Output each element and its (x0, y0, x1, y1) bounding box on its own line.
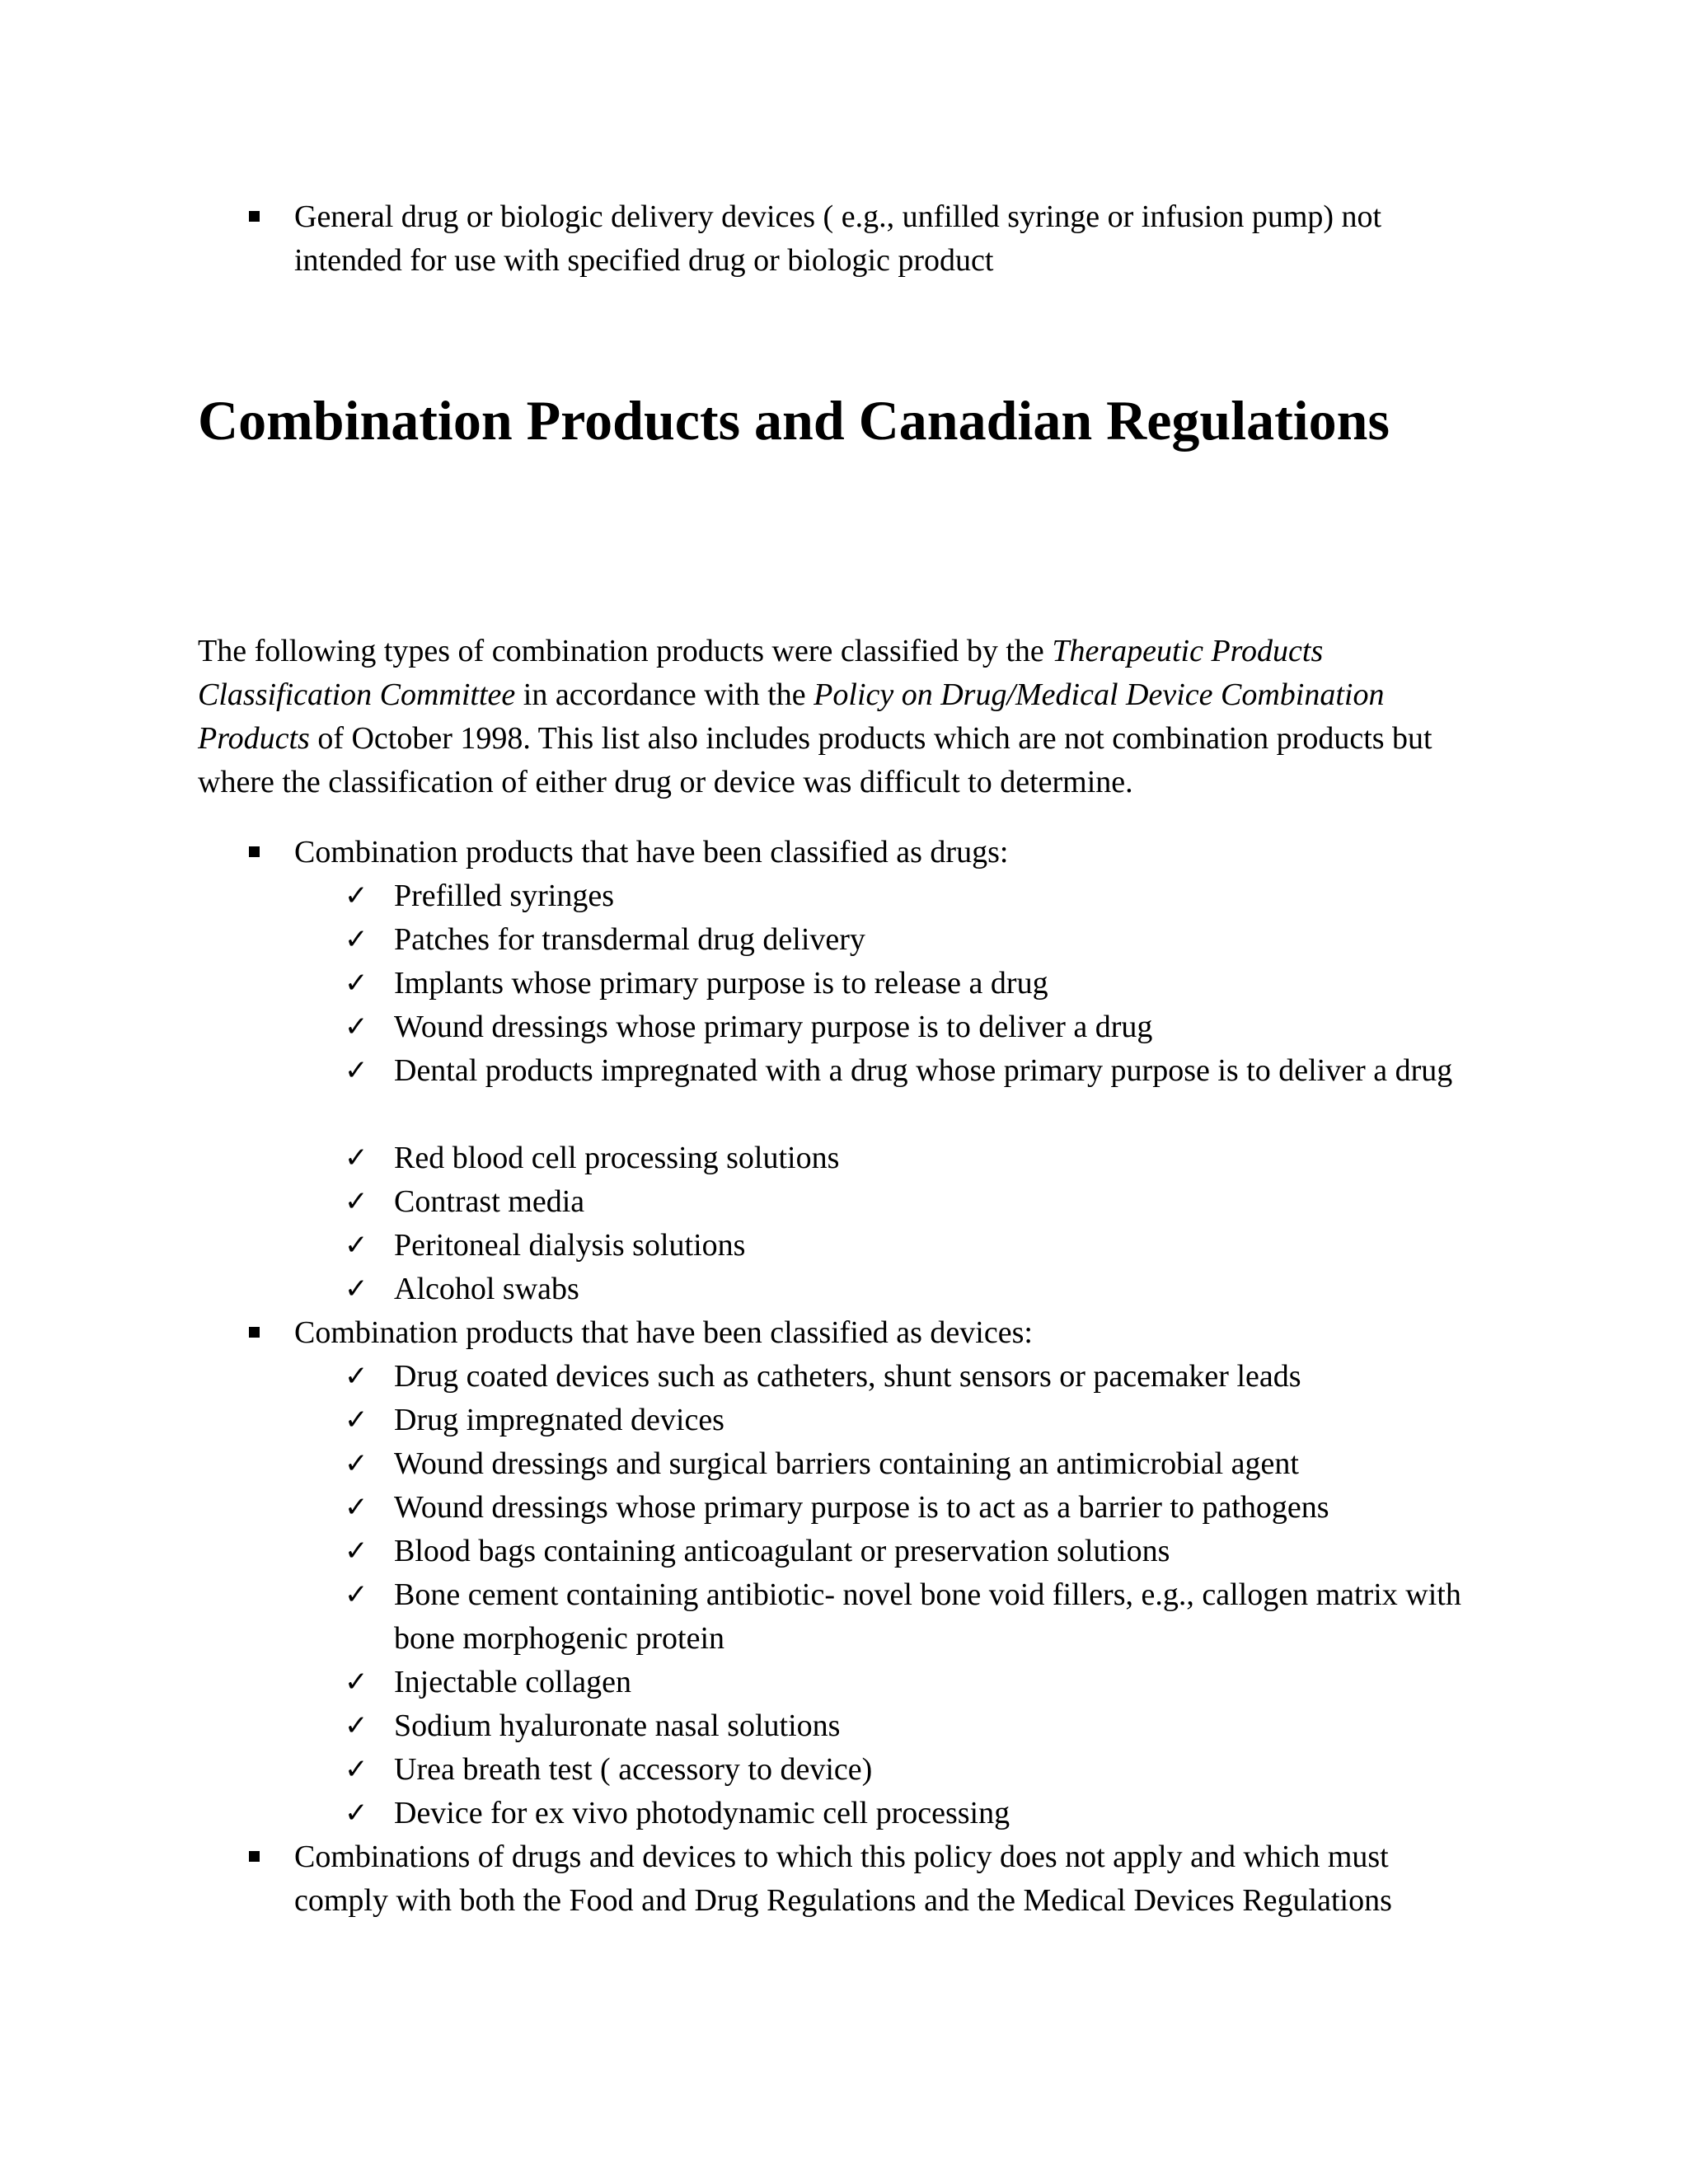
square-bullet-icon (249, 1851, 260, 1862)
checkmark-icon: ✓ (345, 1054, 368, 1087)
bullet-text: Combinations of drugs and devices to which this policy does not apply and which must comply with both the Food and Drug Regulations and the Medical Devices Regulations (294, 1840, 1392, 1918)
checkmark-icon: ✓ (345, 1404, 368, 1436)
checkmark-icon: ✓ (345, 1010, 368, 1043)
bullet-text: Combination products that have been classified as devices: (294, 1315, 1033, 1350)
policy-name: Policy on Drug/Medical Device Combination Products (198, 677, 1385, 756)
checkmark-icon: ✓ (345, 879, 368, 912)
checkmark-icon: ✓ (345, 1753, 368, 1786)
intro-text-part3: of October 1998. This list also includes products which are not combination products but where the classification of either drug or device was difficult to determine. (198, 721, 1432, 799)
document-page: General drug or biologic delivery devices ( e.g., unfilled syringe or infusion pump) not intended for use with specified drug or biologic product Combination Products and Canadian Regulations The following types of combination products were classified by the Therapeutic Products Classification Committee in accordance with the Policy on Drug/Medical Device Combination Products of October 1998. This list also includes products which are not combination products but where the classification of either drug or device was difficult to determine. Combination products that have been classified as drugs: ✓ Prefilled syringes ✓ Patches for transdermal drug delivery ✓ Implants whose primary purpose is to release a drug ✓ Wound dressings whose primary purpose is to deliver a drug ✓ Dental products impregnated with a drug whose primary purpose is to deliver a drug ✓ Red blood cell processing solutions ✓ Contrast media ✓ Peritoneal dialysis solutions ✓ Alcohol swabs Combination products that have been classified as devices: ✓ Drug coated devices such as catheters, shunt sensors or pacemaker leads ✓ Drug impregnated devices ✓ Wound dressings and surgical barriers containing an antimicrobial agent ✓ Wound dressings whose primary purpose is to act as a barrier to pathogens ✓ Blood bags containing anticoagulant or preservation solutions ✓ Bone cement containing antibiotic- novel bone void fillers, e.g., callogen matrix with bone morphogenic protein ✓ Injectable collagen ✓ Sodium hyaluronate nasal solutions ✓ Urea breath test ( accessory to device) ✓ Device for ex vivo photodynamic cell processing Combinations of drugs and devices to which this policy does not apply and which must comply with both the Food and Drug Regulations and the Medical Devices Regulations (0, 0, 1688, 2184)
checkmark-icon: ✓ (345, 1447, 368, 1480)
checkmark-icon: ✓ (345, 1491, 368, 1524)
committee-name: Therapeutic Products Classification Committee (198, 634, 1324, 712)
checkmark-icon: ✓ (345, 1185, 368, 1218)
checkmark-icon: ✓ (345, 1141, 368, 1174)
checkmark-icon: ✓ (345, 967, 368, 1000)
checkmark-icon: ✓ (345, 1272, 368, 1305)
intro-text-part1: The following types of combination products were classified by the (198, 634, 1053, 668)
square-bullet-icon (249, 846, 260, 857)
intro-text-part2: in accordance with the (515, 677, 814, 712)
checkmark-icon: ✓ (345, 1535, 368, 1568)
square-bullet-icon (249, 211, 260, 222)
bullet-text: General drug or biologic delivery devices ( e.g., unfilled syringe or infusion pump) not intended for use with specified drug or biologic product (294, 199, 1382, 278)
checkmark-icon: ✓ (345, 1709, 368, 1742)
checkmark-icon: ✓ (345, 1578, 368, 1611)
checkmark-icon: ✓ (345, 1666, 368, 1699)
checkmark-icon: ✓ (345, 1360, 368, 1393)
checkmark-icon: ✓ (345, 923, 368, 956)
bullet-text: Combination products that have been classified as drugs: (294, 835, 1009, 869)
intro-paragraph (198, 630, 1451, 804)
section-heading: Combination Products and Canadian Regulations (198, 389, 1390, 452)
checkmark-icon: ✓ (345, 1797, 368, 1830)
checkmark-icon: ✓ (345, 1229, 368, 1262)
square-bullet-icon (249, 1327, 260, 1338)
